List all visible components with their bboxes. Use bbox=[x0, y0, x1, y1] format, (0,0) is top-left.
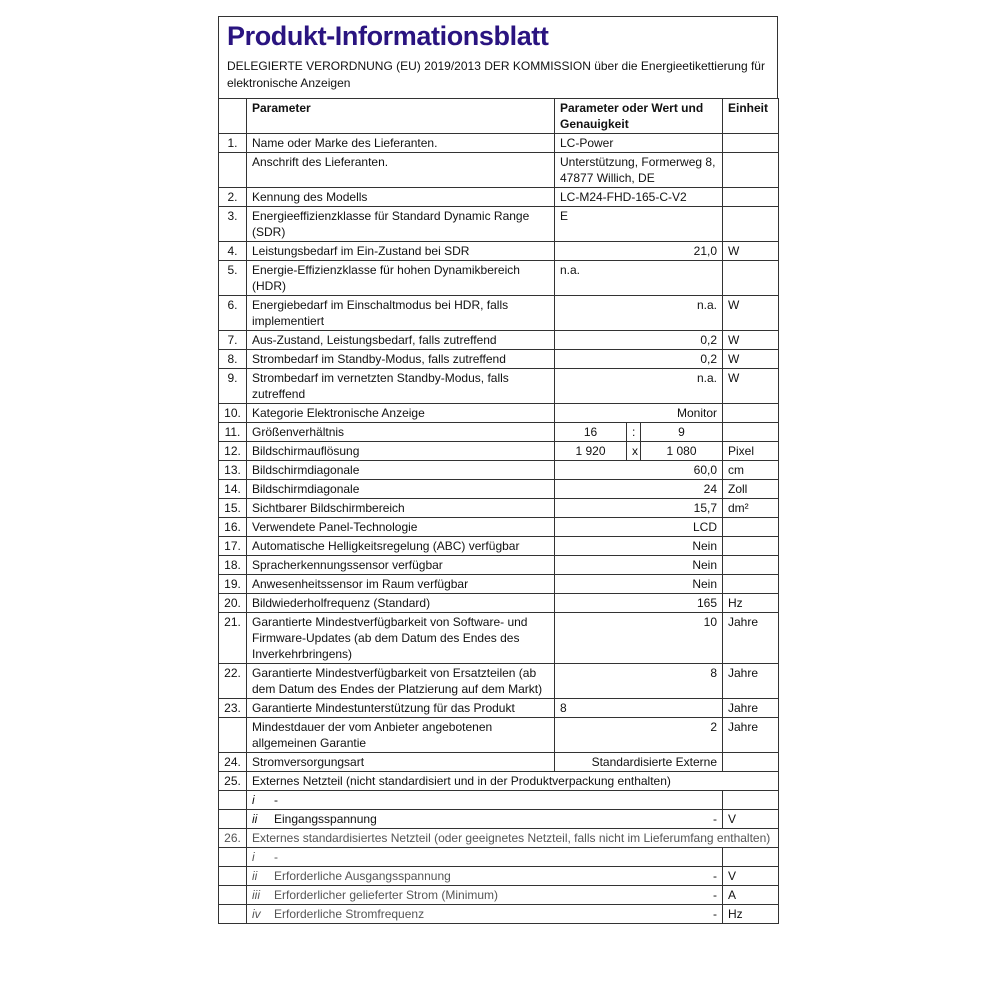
row-parameter: Energie-Effizienzklasse für hohen Dynamikbereich (HDR) bbox=[247, 261, 555, 296]
row-number: 18. bbox=[219, 556, 247, 575]
subsection-label: Erforderliche Stromfrequenz bbox=[274, 907, 425, 921]
section-title: Externes standardisiertes Netzteil (oder geeignetes Netzteil, falls nicht im Lieferumfang enthalten) bbox=[247, 829, 779, 848]
subsection-label: Eingangsspannung bbox=[274, 812, 377, 826]
row-parameter: Bildschirmauflösung bbox=[247, 442, 555, 461]
table-row bbox=[219, 664, 779, 699]
table-row bbox=[219, 480, 779, 499]
subsection-parameter bbox=[247, 848, 723, 867]
row-parameter: Mindestdauer der vom Anbieter angebotenen allgemeinen Garantie bbox=[247, 718, 555, 753]
row-number: 1. bbox=[219, 134, 247, 153]
row-unit: W bbox=[723, 331, 779, 350]
table-row bbox=[219, 261, 779, 296]
row-value: 10 bbox=[555, 613, 723, 664]
table-row bbox=[219, 350, 779, 369]
row-value: LC-Power bbox=[555, 134, 723, 153]
row-value-b: 1 080 bbox=[641, 442, 723, 461]
subsection-index: i bbox=[252, 793, 255, 807]
row-number: 15. bbox=[219, 499, 247, 518]
row-number: 13. bbox=[219, 461, 247, 480]
row-unit bbox=[723, 423, 779, 442]
empty-cell bbox=[219, 810, 247, 829]
subsection-row bbox=[219, 848, 779, 867]
row-number: 22. bbox=[219, 664, 247, 699]
subsection-value: - bbox=[713, 888, 717, 902]
table-row bbox=[219, 461, 779, 480]
subsection-unit: Hz bbox=[723, 905, 779, 924]
section-number: 26. bbox=[219, 829, 247, 848]
row-value: Unterstützung, Formerweg 8, 47877 Willich, DE bbox=[555, 153, 723, 188]
row-unit bbox=[723, 261, 779, 296]
row-parameter: Bildschirmdiagonale bbox=[247, 480, 555, 499]
parameter-table bbox=[218, 98, 779, 924]
table-row bbox=[219, 537, 779, 556]
table-row bbox=[219, 153, 779, 188]
row-unit: W bbox=[723, 242, 779, 261]
row-value: n.a. bbox=[555, 261, 723, 296]
subsection-row bbox=[219, 886, 779, 905]
subsection-parameter bbox=[247, 867, 723, 886]
row-number: 6. bbox=[219, 296, 247, 331]
subsection-label: - bbox=[274, 793, 278, 807]
row-value: LC-M24-FHD-165-C-V2 bbox=[555, 188, 723, 207]
row-number bbox=[219, 718, 247, 753]
subsection-unit: V bbox=[723, 810, 779, 829]
table-row bbox=[219, 188, 779, 207]
row-value: 165 bbox=[555, 594, 723, 613]
table-row bbox=[219, 594, 779, 613]
row-parameter: Strombedarf im Standby-Modus, falls zutreffend bbox=[247, 350, 555, 369]
table-row bbox=[219, 296, 779, 331]
row-unit: Jahre bbox=[723, 613, 779, 664]
row-unit bbox=[723, 134, 779, 153]
row-parameter: Stromversorgungsart bbox=[247, 753, 555, 772]
row-unit: W bbox=[723, 296, 779, 331]
section-row bbox=[219, 829, 779, 848]
subsection-unit bbox=[723, 848, 779, 867]
row-parameter: Anschrift des Lieferanten. bbox=[247, 153, 555, 188]
row-value: n.a. bbox=[555, 296, 723, 331]
row-unit: W bbox=[723, 369, 779, 404]
row-number: 9. bbox=[219, 369, 247, 404]
row-parameter: Verwendete Panel-Technologie bbox=[247, 518, 555, 537]
row-number: 21. bbox=[219, 613, 247, 664]
row-value: 60,0 bbox=[555, 461, 723, 480]
row-unit: Zoll bbox=[723, 480, 779, 499]
row-unit bbox=[723, 404, 779, 423]
subsection-label: Erforderliche Ausgangsspannung bbox=[274, 869, 451, 883]
row-parameter: Automatische Helligkeitsregelung (ABC) verfügbar bbox=[247, 537, 555, 556]
row-number: 14. bbox=[219, 480, 247, 499]
table-row bbox=[219, 242, 779, 261]
row-value: Nein bbox=[555, 556, 723, 575]
row-unit bbox=[723, 575, 779, 594]
row-parameter: Energiebedarf im Einschaltmodus bei HDR, falls implementiert bbox=[247, 296, 555, 331]
row-value: LCD bbox=[555, 518, 723, 537]
row-parameter: Anwesenheitssensor im Raum verfügbar bbox=[247, 575, 555, 594]
subsection-index: iv bbox=[252, 907, 261, 921]
row-unit: Pixel bbox=[723, 442, 779, 461]
subsection-parameter bbox=[247, 810, 723, 829]
section-title: Externes Netzteil (nicht standardisiert und in der Produktverpackung enthalten) bbox=[247, 772, 779, 791]
row-unit: W bbox=[723, 350, 779, 369]
table-row bbox=[219, 753, 779, 772]
row-value: 8 bbox=[555, 699, 723, 718]
row-parameter: Strombedarf im vernetzten Standby-Modus, falls zutreffend bbox=[247, 369, 555, 404]
row-value-a: 16 bbox=[555, 423, 627, 442]
subsection-index: i bbox=[252, 850, 255, 864]
row-number: 8. bbox=[219, 350, 247, 369]
subsection-parameter bbox=[247, 791, 723, 810]
subsection-index: iii bbox=[252, 888, 260, 902]
table-row bbox=[219, 369, 779, 404]
row-value: Nein bbox=[555, 575, 723, 594]
subsection-parameter bbox=[247, 905, 723, 924]
row-number: 2. bbox=[219, 188, 247, 207]
row-unit: Jahre bbox=[723, 664, 779, 699]
row-parameter: Kategorie Elektronische Anzeige bbox=[247, 404, 555, 423]
row-number: 12. bbox=[219, 442, 247, 461]
table-row bbox=[219, 207, 779, 242]
table-row bbox=[219, 718, 779, 753]
table-row bbox=[219, 613, 779, 664]
subsection-unit bbox=[723, 791, 779, 810]
product-info-sheet bbox=[218, 16, 778, 924]
subsection-value: - bbox=[713, 907, 717, 921]
subsection-unit: A bbox=[723, 886, 779, 905]
row-value: E bbox=[555, 207, 723, 242]
row-parameter: Größenverhältnis bbox=[247, 423, 555, 442]
row-unit bbox=[723, 753, 779, 772]
subsection-index: ii bbox=[252, 812, 258, 826]
row-number: 17. bbox=[219, 537, 247, 556]
row-unit bbox=[723, 518, 779, 537]
row-number: 5. bbox=[219, 261, 247, 296]
row-parameter: Name oder Marke des Lieferanten. bbox=[247, 134, 555, 153]
table-row bbox=[219, 423, 779, 442]
section-row bbox=[219, 772, 779, 791]
table-header-row bbox=[219, 99, 779, 134]
row-parameter: Garantierte Mindestunterstützung für das Produkt bbox=[247, 699, 555, 718]
row-number: 10. bbox=[219, 404, 247, 423]
row-unit bbox=[723, 537, 779, 556]
row-value: 8 bbox=[555, 664, 723, 699]
table-row bbox=[219, 575, 779, 594]
row-unit bbox=[723, 207, 779, 242]
row-parameter: Leistungsbedarf im Ein-Zustand bei SDR bbox=[247, 242, 555, 261]
row-parameter: Kennung des Modells bbox=[247, 188, 555, 207]
row-unit: Jahre bbox=[723, 718, 779, 753]
empty-cell bbox=[219, 886, 247, 905]
row-value-separator: : bbox=[627, 423, 641, 442]
subsection-unit: V bbox=[723, 867, 779, 886]
subsection-index: ii bbox=[252, 869, 258, 883]
row-value: Nein bbox=[555, 537, 723, 556]
row-number: 23. bbox=[219, 699, 247, 718]
row-value: 24 bbox=[555, 480, 723, 499]
subsection-parameter bbox=[247, 886, 723, 905]
subsection-row bbox=[219, 867, 779, 886]
subsection-value: - bbox=[713, 869, 717, 883]
header-unit: Einheit bbox=[723, 99, 779, 134]
row-unit: cm bbox=[723, 461, 779, 480]
table-row bbox=[219, 518, 779, 537]
regulation-subtitle: DELEGIERTE VERORDNUNG (EU) 2019/2013 DER KOMMISSION über die Energieetikettierung für elektronische Anzeigen bbox=[218, 56, 778, 98]
table-row bbox=[219, 134, 779, 153]
row-number: 24. bbox=[219, 753, 247, 772]
row-parameter: Bildwiederholfrequenz (Standard) bbox=[247, 594, 555, 613]
table-row bbox=[219, 442, 779, 461]
subsection-row bbox=[219, 905, 779, 924]
row-value: Standardisierte Externe bbox=[555, 753, 723, 772]
subsection-row bbox=[219, 810, 779, 829]
row-parameter: Energieeffizienzklasse für Standard Dynamic Range (SDR) bbox=[247, 207, 555, 242]
row-value: 15,7 bbox=[555, 499, 723, 518]
empty-cell bbox=[219, 791, 247, 810]
row-parameter: Sichtbarer Bildschirmbereich bbox=[247, 499, 555, 518]
row-unit: Jahre bbox=[723, 699, 779, 718]
row-unit bbox=[723, 556, 779, 575]
table-row bbox=[219, 331, 779, 350]
subsection-row bbox=[219, 791, 779, 810]
row-unit bbox=[723, 188, 779, 207]
row-unit bbox=[723, 153, 779, 188]
row-value: 0,2 bbox=[555, 331, 723, 350]
page-title: Produkt-Informationsblatt bbox=[218, 16, 778, 56]
row-parameter: Aus-Zustand, Leistungsbedarf, falls zutreffend bbox=[247, 331, 555, 350]
row-parameter: Garantierte Mindestverfügbarkeit von Ersatzteilen (ab dem Datum des Endes der Platzierung auf dem Markt) bbox=[247, 664, 555, 699]
subsection-label: Erforderlicher gelieferter Strom (Minimum) bbox=[274, 888, 499, 902]
row-number: 3. bbox=[219, 207, 247, 242]
row-number: 7. bbox=[219, 331, 247, 350]
row-number: 19. bbox=[219, 575, 247, 594]
row-value: Monitor bbox=[555, 404, 723, 423]
row-unit: dm² bbox=[723, 499, 779, 518]
table-row bbox=[219, 699, 779, 718]
row-number bbox=[219, 153, 247, 188]
row-value: 2 bbox=[555, 718, 723, 753]
subsection-label: - bbox=[274, 850, 278, 864]
empty-cell bbox=[219, 867, 247, 886]
row-number: 20. bbox=[219, 594, 247, 613]
row-value: 0,2 bbox=[555, 350, 723, 369]
row-number: 16. bbox=[219, 518, 247, 537]
section-number: 25. bbox=[219, 772, 247, 791]
header-parameter: Parameter bbox=[247, 99, 555, 134]
row-value-separator: x bbox=[627, 442, 641, 461]
row-value: n.a. bbox=[555, 369, 723, 404]
header-num bbox=[219, 99, 247, 134]
row-unit: Hz bbox=[723, 594, 779, 613]
header-value: Parameter oder Wert und Genauigkeit bbox=[555, 99, 723, 134]
row-number: 4. bbox=[219, 242, 247, 261]
row-parameter: Garantierte Mindestverfügbarkeit von Software- und Firmware-Updates (ab dem Datum des Endes des Inverkehrbringens) bbox=[247, 613, 555, 664]
row-parameter: Spracherkennungssensor verfügbar bbox=[247, 556, 555, 575]
row-parameter: Bildschirmdiagonale bbox=[247, 461, 555, 480]
row-value: 21,0 bbox=[555, 242, 723, 261]
empty-cell bbox=[219, 905, 247, 924]
row-number: 11. bbox=[219, 423, 247, 442]
row-value-b: 9 bbox=[641, 423, 723, 442]
table-row bbox=[219, 556, 779, 575]
empty-cell bbox=[219, 848, 247, 867]
table-row bbox=[219, 499, 779, 518]
subsection-value: - bbox=[713, 812, 717, 826]
row-value-a: 1 920 bbox=[555, 442, 627, 461]
table-row bbox=[219, 404, 779, 423]
